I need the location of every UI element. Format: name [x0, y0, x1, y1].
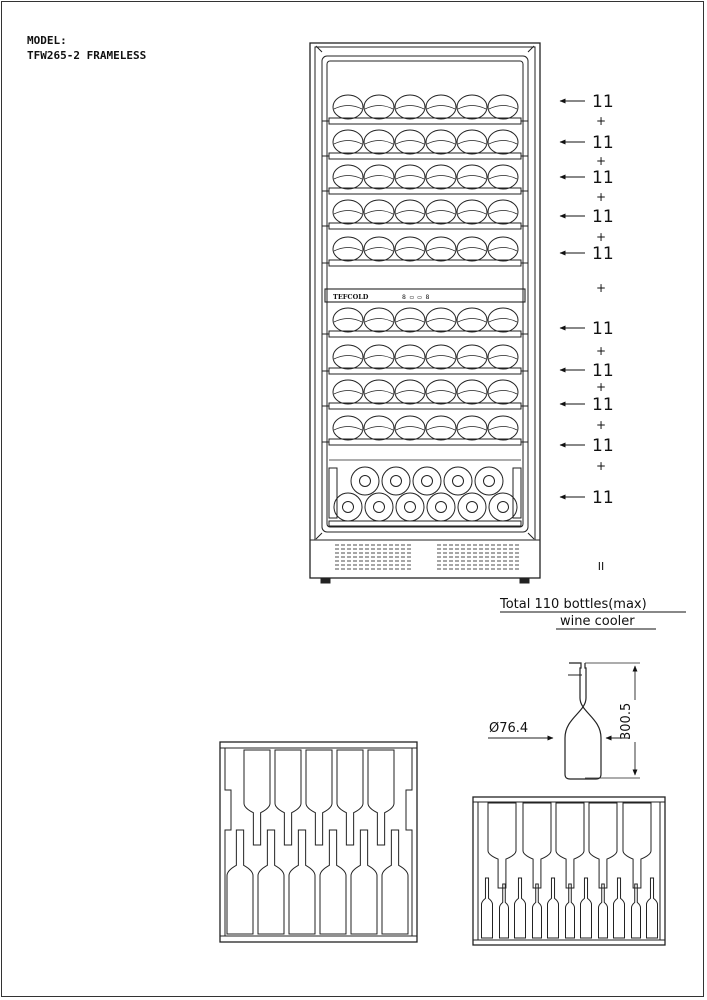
bottle-outline	[289, 830, 315, 934]
model-name: TFW265-2 FRAMELESS	[27, 49, 147, 62]
bottle-end	[333, 380, 363, 404]
bottle-end	[333, 95, 363, 119]
bottle-neck	[391, 476, 402, 487]
bottle-end	[426, 308, 456, 332]
shelf-top-view-alternating	[473, 797, 665, 945]
bottle-outline	[368, 750, 394, 845]
bottle-end	[426, 165, 456, 189]
bottle-end	[457, 308, 487, 332]
bottle-end	[364, 95, 394, 119]
caption-total: Total 110 bottles(max)	[500, 597, 647, 612]
bottle-outline	[632, 884, 641, 938]
bottle-end	[457, 165, 487, 189]
bottle-end	[427, 493, 455, 521]
bottle-end	[333, 308, 363, 332]
bottle-end	[396, 493, 424, 521]
bottle-end	[333, 237, 363, 261]
row-count: 11	[592, 488, 614, 508]
bottle-end	[364, 380, 394, 404]
bottle-end	[413, 467, 441, 495]
bottle-outline	[556, 803, 584, 888]
bottle-neck	[360, 476, 371, 487]
bottle-outline	[623, 803, 651, 888]
bottle-end	[395, 380, 425, 404]
bottle-outline	[351, 830, 377, 934]
shelf-rail	[329, 403, 521, 409]
bottle-outline	[499, 884, 508, 938]
row-bottle-counts	[560, 92, 614, 573]
bottle-end	[488, 308, 518, 332]
bottle-neck	[436, 502, 447, 513]
bottle-outline	[382, 830, 408, 934]
control-panel-readout: 8 ▭ ▭ 8	[402, 293, 430, 301]
bottle-outline	[589, 803, 617, 888]
shelf-row	[322, 237, 528, 266]
bottle-outline	[481, 878, 492, 938]
bottle-outline	[614, 878, 625, 938]
bottle-outline	[306, 750, 332, 845]
bottle-end	[426, 200, 456, 224]
bottle-end	[333, 200, 363, 224]
bottle-end	[351, 467, 379, 495]
row-count: 11	[592, 207, 614, 227]
bottle-end	[457, 130, 487, 154]
row-count: 11	[592, 395, 614, 415]
bottle-outline	[227, 830, 253, 934]
bottle-neck	[343, 502, 354, 513]
plus-sign: +	[595, 418, 607, 432]
bottle-outline	[533, 884, 542, 938]
bottle-end	[488, 345, 518, 369]
row-count: 11	[592, 319, 614, 339]
plus-sign: +	[595, 344, 607, 358]
shelf-row	[322, 95, 528, 124]
capacity-caption	[499, 597, 686, 629]
bottle-outline	[244, 750, 270, 845]
bottle-outline	[581, 878, 592, 938]
bottle-outline	[488, 803, 516, 888]
shelf-row	[322, 130, 528, 159]
bottle-end	[333, 416, 363, 440]
bottle-outline	[599, 884, 608, 938]
bottle-outline	[320, 830, 346, 934]
bottle-end	[364, 416, 394, 440]
bottle-neck	[467, 502, 478, 513]
bottle-end	[395, 95, 425, 119]
bottle-end	[395, 237, 425, 261]
bottle-neck	[405, 502, 416, 513]
row-count: 11	[592, 133, 614, 153]
shelf-rail	[329, 188, 521, 194]
shelf-row-bottom	[329, 460, 521, 526]
bottle-end	[457, 416, 487, 440]
shelf-top-view-staggered	[220, 742, 417, 942]
bottle-end	[426, 130, 456, 154]
shelf-rail	[329, 153, 521, 159]
bottle-end	[426, 416, 456, 440]
bottle-diameter-label: Ø76.4	[489, 721, 529, 736]
plus-sign: +	[595, 230, 607, 244]
wine-shelves	[322, 95, 528, 526]
bottle-outline	[523, 803, 551, 888]
shelf-row	[322, 165, 528, 194]
shelf-row	[322, 380, 528, 409]
plus-sign: +	[595, 154, 607, 168]
plus-sign: +	[595, 190, 607, 204]
bottle-end	[488, 380, 518, 404]
bottle-end	[426, 380, 456, 404]
bottle-end	[457, 95, 487, 119]
bottle-end	[395, 345, 425, 369]
shelf-rail	[329, 368, 521, 374]
bottle-end	[364, 308, 394, 332]
shelf-rail	[329, 118, 521, 124]
bottle-end	[364, 200, 394, 224]
bottle-end	[395, 308, 425, 332]
row-count: 11	[592, 244, 614, 264]
bottle-end	[457, 345, 487, 369]
row-count: 11	[592, 92, 614, 112]
bottle-end	[488, 237, 518, 261]
model-label: MODEL:	[27, 34, 67, 47]
bottle-end	[458, 493, 486, 521]
bottle-end	[475, 467, 503, 495]
bottle-end	[333, 165, 363, 189]
brand-logo: TEFCOLD	[333, 293, 369, 301]
bottle-outline	[515, 878, 526, 938]
bottle-end	[488, 416, 518, 440]
bottle-outline	[548, 878, 559, 938]
row-count: 11	[592, 361, 614, 381]
shelf-row	[322, 200, 528, 229]
shelf-row	[322, 308, 528, 337]
bottle-end	[333, 130, 363, 154]
bottle-end	[395, 130, 425, 154]
bottle-neck	[484, 476, 495, 487]
bottle-end	[488, 165, 518, 189]
bottle-height-label: 300.5	[619, 702, 634, 740]
shelf-row	[322, 416, 528, 445]
bottle-end	[426, 237, 456, 261]
bottle-neck	[422, 476, 433, 487]
shelf-rail	[329, 260, 521, 266]
plus-sign: +	[595, 281, 607, 295]
bottle-end	[382, 467, 410, 495]
bottle-end	[457, 200, 487, 224]
bottle-end	[364, 237, 394, 261]
bottle-end	[364, 130, 394, 154]
bottle-end	[457, 380, 487, 404]
bottle-end	[488, 95, 518, 119]
bottle-end	[364, 345, 394, 369]
bottle-outline	[275, 750, 301, 845]
bottle-end	[488, 130, 518, 154]
bottle-end	[444, 467, 472, 495]
wine-cooler-front-view	[310, 43, 540, 583]
row-count: 11	[592, 436, 614, 456]
bottle-end	[334, 493, 362, 521]
plus-sign: +	[595, 459, 607, 473]
bottle-outline	[258, 830, 284, 934]
shelf-rail	[329, 521, 521, 526]
bottle-end	[333, 345, 363, 369]
vent-grilles	[335, 545, 519, 569]
bottle-neck	[498, 502, 509, 513]
shelf-row	[322, 345, 528, 374]
bottle-end	[364, 165, 394, 189]
equals-sign: II	[597, 560, 605, 573]
plus-sign: +	[595, 380, 607, 394]
bottle-end	[395, 200, 425, 224]
bottle-end	[426, 345, 456, 369]
bottle-outline	[566, 884, 575, 938]
bottle-dimension-drawing	[488, 663, 640, 779]
bottle-end	[457, 237, 487, 261]
caption-wine-cooler: wine cooler	[560, 614, 635, 629]
shelf-rail	[329, 331, 521, 337]
shelf-frame	[473, 797, 665, 945]
bottle-neck	[453, 476, 464, 487]
bottle-end	[395, 165, 425, 189]
bottle-outline	[337, 750, 363, 845]
bottle-neck	[374, 502, 385, 513]
shelf-rail	[329, 439, 521, 445]
bottle-end	[365, 493, 393, 521]
shelf-frame	[220, 742, 417, 942]
bottle-end	[488, 200, 518, 224]
shelf-rail	[329, 223, 521, 229]
bottle-outline	[647, 878, 658, 938]
row-count: 11	[592, 168, 614, 188]
bottle-end	[426, 95, 456, 119]
plus-sign: +	[595, 114, 607, 128]
bottle-end	[395, 416, 425, 440]
